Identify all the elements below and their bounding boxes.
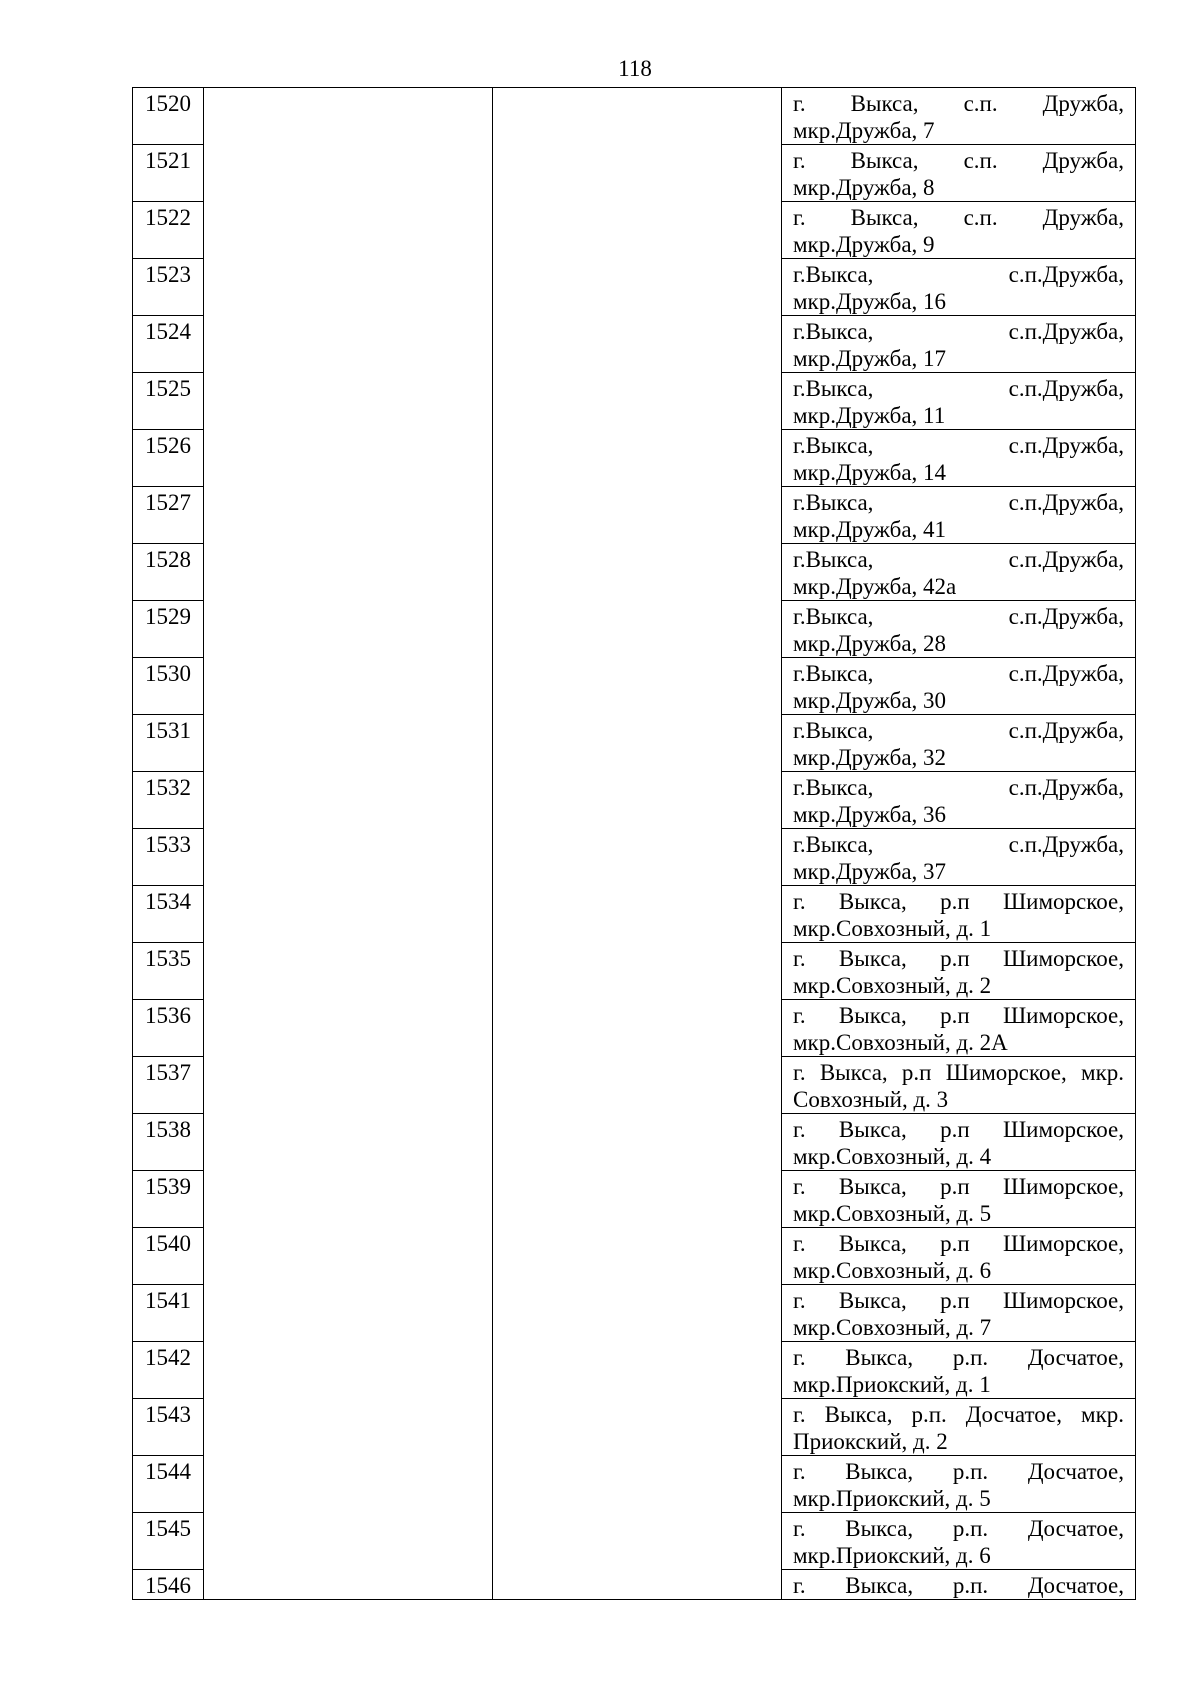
row-number: 1527 xyxy=(133,487,204,544)
address-text: г.Выкса, с.п.Дружба, мкр.Дружба, 36 xyxy=(793,775,1124,827)
address-text: г.Выкса, с.п.Дружба, мкр.Дружба, 30 xyxy=(793,661,1124,713)
empty-cell xyxy=(493,487,782,544)
empty-cell xyxy=(493,1171,782,1228)
row-number: 1533 xyxy=(133,829,204,886)
address-cell xyxy=(782,1513,1136,1570)
address-text: г. Выкса, р.п. Досчатое, мкр.Приокский, д. 5 xyxy=(793,1459,1124,1511)
address-cell xyxy=(782,1285,1136,1342)
address-text: г.Выкса, с.п.Дружба, мкр.Дружба, 28 xyxy=(793,604,1124,656)
table-row xyxy=(133,1513,1136,1570)
empty-cell xyxy=(493,1114,782,1171)
empty-cell xyxy=(493,1570,782,1600)
empty-cell xyxy=(204,145,493,202)
address-text: г. Выкса, р.п Шиморское, мкр.Совхозный, д. 1 xyxy=(793,889,1124,941)
table-row xyxy=(133,487,1136,544)
table-row xyxy=(133,373,1136,430)
empty-cell xyxy=(204,1342,493,1399)
row-number: 1538 xyxy=(133,1114,204,1171)
row-number: 1526 xyxy=(133,430,204,487)
address-cell xyxy=(782,259,1136,316)
address-text: г. Выкса, р.п. Досчатое, xyxy=(793,1573,1124,1598)
table-row xyxy=(133,1285,1136,1342)
table-row xyxy=(133,886,1136,943)
table-row xyxy=(133,1399,1136,1456)
address-cell xyxy=(782,829,1136,886)
address-cell xyxy=(782,1342,1136,1399)
table-row xyxy=(133,943,1136,1000)
row-number: 1546 xyxy=(133,1570,204,1600)
address-text: г.Выкса, с.п.Дружба, мкр.Дружба, 32 xyxy=(793,718,1124,770)
empty-cell xyxy=(204,886,493,943)
table-row xyxy=(133,1114,1136,1171)
empty-cell xyxy=(493,772,782,829)
address-cell xyxy=(782,1399,1136,1456)
address-cell xyxy=(782,544,1136,601)
row-number: 1540 xyxy=(133,1228,204,1285)
empty-cell xyxy=(204,715,493,772)
empty-cell xyxy=(493,145,782,202)
address-cell xyxy=(782,658,1136,715)
empty-cell xyxy=(493,1342,782,1399)
address-text: г.Выкса, с.п.Дружба, мкр.Дружба, 37 xyxy=(793,832,1124,884)
empty-cell xyxy=(204,1399,493,1456)
empty-cell xyxy=(204,88,493,145)
table-row xyxy=(133,772,1136,829)
empty-cell xyxy=(493,829,782,886)
address-text: г. Выкса, р.п Шиморское, мкр.Совхозный, д. 7 xyxy=(793,1288,1124,1340)
row-number: 1544 xyxy=(133,1456,204,1513)
table-row xyxy=(133,316,1136,373)
empty-cell xyxy=(204,1171,493,1228)
row-number: 1520 xyxy=(133,88,204,145)
address-text: г. Выкса, с.п. Дружба, мкр.Дружба, 9 xyxy=(793,205,1124,257)
table-row xyxy=(133,1171,1136,1228)
address-cell xyxy=(782,1171,1136,1228)
table-row xyxy=(133,202,1136,259)
address-text: г.Выкса, с.п.Дружба, мкр.Дружба, 16 xyxy=(793,262,1124,314)
address-cell xyxy=(782,772,1136,829)
empty-cell xyxy=(493,316,782,373)
row-number: 1541 xyxy=(133,1285,204,1342)
address-cell xyxy=(782,886,1136,943)
address-cell xyxy=(782,601,1136,658)
empty-cell xyxy=(204,943,493,1000)
table-row xyxy=(133,145,1136,202)
empty-cell xyxy=(204,1057,493,1114)
empty-cell xyxy=(493,601,782,658)
row-number: 1524 xyxy=(133,316,204,373)
address-table-body xyxy=(133,88,1136,1600)
table-row xyxy=(133,658,1136,715)
address-cell xyxy=(782,316,1136,373)
empty-cell xyxy=(204,1228,493,1285)
empty-cell xyxy=(493,1000,782,1057)
row-number: 1536 xyxy=(133,1000,204,1057)
row-number: 1545 xyxy=(133,1513,204,1570)
address-cell xyxy=(782,1228,1136,1285)
address-text: г. Выкса, р.п. Досчатое, мкр. Приокский, д. 2 xyxy=(793,1402,1124,1454)
empty-cell xyxy=(493,373,782,430)
empty-cell xyxy=(204,772,493,829)
row-number: 1531 xyxy=(133,715,204,772)
empty-cell xyxy=(204,1570,493,1600)
table-row xyxy=(133,601,1136,658)
address-text: г. Выкса, с.п. Дружба, мкр.Дружба, 7 xyxy=(793,91,1124,143)
address-text: г. Выкса, р.п. Досчатое, мкр.Приокский, д. 1 xyxy=(793,1345,1124,1397)
empty-cell xyxy=(493,886,782,943)
empty-cell xyxy=(493,1057,782,1114)
address-text: г. Выкса, р.п Шиморское, мкр.Совхозный, д. 6 xyxy=(793,1231,1124,1283)
empty-cell xyxy=(204,316,493,373)
empty-cell xyxy=(493,259,782,316)
empty-cell xyxy=(204,829,493,886)
address-text: г. Выкса, р.п. Досчатое, мкр.Приокский, д. 6 xyxy=(793,1516,1124,1568)
row-number: 1534 xyxy=(133,886,204,943)
address-text: г. Выкса, р.п Шиморское, мкр.Совхозный, д. 4 xyxy=(793,1117,1124,1169)
row-number: 1535 xyxy=(133,943,204,1000)
address-cell xyxy=(782,715,1136,772)
empty-cell xyxy=(493,1513,782,1570)
table-row xyxy=(133,544,1136,601)
empty-cell xyxy=(204,601,493,658)
address-text: г.Выкса, с.п.Дружба, мкр.Дружба, 17 xyxy=(793,319,1124,371)
empty-cell xyxy=(493,1228,782,1285)
table-row xyxy=(133,1228,1136,1285)
address-cell xyxy=(782,88,1136,145)
empty-cell xyxy=(493,1285,782,1342)
table-row xyxy=(133,1570,1136,1600)
empty-cell xyxy=(493,202,782,259)
row-number: 1528 xyxy=(133,544,204,601)
empty-cell xyxy=(493,658,782,715)
address-cell xyxy=(782,943,1136,1000)
address-text: г. Выкса, р.п Шиморское, мкр.Совхозный, д. 2 xyxy=(793,946,1124,998)
table-row xyxy=(133,715,1136,772)
table-row xyxy=(133,1057,1136,1114)
row-number: 1539 xyxy=(133,1171,204,1228)
table-row xyxy=(133,1456,1136,1513)
address-text: г. Выкса, р.п Шиморское, мкр.Совхозный, д. 5 xyxy=(793,1174,1124,1226)
empty-cell xyxy=(204,487,493,544)
table-row xyxy=(133,88,1136,145)
empty-cell xyxy=(493,1456,782,1513)
address-text: г.Выкса, с.п.Дружба, мкр.Дружба, 42а xyxy=(793,547,1124,599)
empty-cell xyxy=(204,658,493,715)
address-cell xyxy=(782,145,1136,202)
address-text: г. Выкса, р.п Шиморское, мкр.Совхозный, д. 2А xyxy=(793,1003,1124,1055)
empty-cell xyxy=(493,943,782,1000)
empty-cell xyxy=(493,88,782,145)
table-row xyxy=(133,430,1136,487)
row-number: 1530 xyxy=(133,658,204,715)
row-number: 1537 xyxy=(133,1057,204,1114)
row-number: 1525 xyxy=(133,373,204,430)
address-cell xyxy=(782,202,1136,259)
address-table xyxy=(132,87,1136,1600)
address-cell xyxy=(782,487,1136,544)
address-cell xyxy=(782,1456,1136,1513)
row-number: 1532 xyxy=(133,772,204,829)
empty-cell xyxy=(204,1285,493,1342)
row-number: 1522 xyxy=(133,202,204,259)
address-cell xyxy=(782,1057,1136,1114)
empty-cell xyxy=(204,1456,493,1513)
address-cell xyxy=(782,1570,1136,1600)
table-row xyxy=(133,829,1136,886)
empty-cell xyxy=(204,373,493,430)
empty-cell xyxy=(204,544,493,601)
row-number: 1542 xyxy=(133,1342,204,1399)
table-row xyxy=(133,1342,1136,1399)
empty-cell xyxy=(204,259,493,316)
address-text: г. Выкса, с.п. Дружба, мкр.Дружба, 8 xyxy=(793,148,1124,200)
row-number: 1529 xyxy=(133,601,204,658)
empty-cell xyxy=(493,1399,782,1456)
empty-cell xyxy=(493,544,782,601)
address-text: г.Выкса, с.п.Дружба, мкр.Дружба, 14 xyxy=(793,433,1124,485)
empty-cell xyxy=(493,430,782,487)
page-number: 118 xyxy=(618,56,652,81)
table-row xyxy=(133,1000,1136,1057)
address-cell xyxy=(782,430,1136,487)
table-row xyxy=(133,259,1136,316)
address-text: г.Выкса, с.п.Дружба, мкр.Дружба, 11 xyxy=(793,376,1124,428)
address-cell xyxy=(782,1000,1136,1057)
row-number: 1521 xyxy=(133,145,204,202)
address-text: г.Выкса, с.п.Дружба, мкр.Дружба, 41 xyxy=(793,490,1124,542)
address-cell xyxy=(782,373,1136,430)
address-cell xyxy=(782,1114,1136,1171)
row-number: 1523 xyxy=(133,259,204,316)
address-text: г. Выкса, р.п Шиморское, мкр. Совхозный, д. 3 xyxy=(793,1060,1124,1112)
empty-cell xyxy=(204,430,493,487)
row-number: 1543 xyxy=(133,1399,204,1456)
empty-cell xyxy=(204,1000,493,1057)
empty-cell xyxy=(204,1513,493,1570)
empty-cell xyxy=(204,202,493,259)
empty-cell xyxy=(204,1114,493,1171)
empty-cell xyxy=(493,715,782,772)
